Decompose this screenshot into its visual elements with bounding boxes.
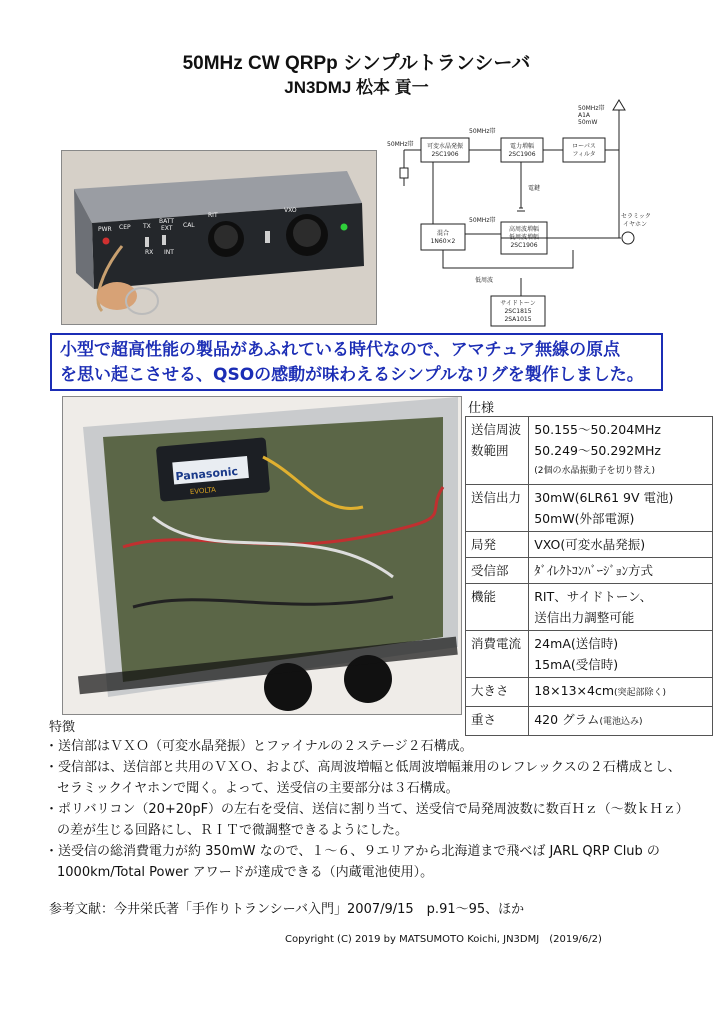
rxamp-block-label-3: 2SC1906 xyxy=(510,242,538,249)
osc-freq-label: 50MHz帯 xyxy=(387,141,414,148)
banner-line-2: を思い起こさせる、QSOの感動が味わえるシンプルなリグを製作しました。 xyxy=(60,365,644,385)
spec-row-output xyxy=(466,485,713,532)
spec-value: 50.155～50.204MHz xyxy=(534,422,661,437)
spec-note: (2個の水晶振動子を切り替え) xyxy=(534,466,655,476)
label-rit: RIT xyxy=(208,212,218,219)
spec-key: 送信出力 xyxy=(471,490,522,505)
reference-text: 参考文献：今井栄氏著「手作りトランシーバ入門」2007/9/15 p.91～95、ほか xyxy=(49,902,525,917)
spec-row-receiver xyxy=(466,558,713,584)
spec-key: 消費電流 xyxy=(471,636,522,651)
antenna-icon xyxy=(613,100,625,154)
spec-row-frequency xyxy=(466,417,713,485)
spec-key: 送信周波 xyxy=(471,422,522,437)
sidetone-block-label-3: 2SA1015 xyxy=(504,316,532,323)
earphone-icon xyxy=(622,232,634,244)
label-pwr: PWR xyxy=(98,226,112,233)
mixer-block-label-1: 混合 xyxy=(436,230,450,237)
rxamp-block-label-2: 低周波増幅 xyxy=(508,234,540,241)
inside-photo-drawing xyxy=(63,397,461,714)
features-heading: 特徴 xyxy=(49,720,76,735)
label-cep: CEP xyxy=(119,224,131,231)
sidetone-block-label-2: 2SC1815 xyxy=(504,308,532,315)
spec-heading: 仕様 xyxy=(468,401,495,416)
earphone-label-2: イヤホン xyxy=(623,221,648,228)
transceiver-inside-photo xyxy=(62,396,462,715)
battery-brand: Panasonic xyxy=(174,464,239,484)
earphone-label-1: セラミック xyxy=(621,213,651,220)
list-item: ・受信部は、送信部と共用のＶＸＯ、および、高周波増幅と低周波増幅兼用のレフレックスの２石構成とし、セラミックイヤホンで聞く。よって、送受信の主要部分は３石構成。 xyxy=(45,760,681,796)
spec-note: (突起部除く) xyxy=(614,688,667,698)
key-label: 電鍵 xyxy=(528,185,541,192)
spec-value: 50.249～50.292MHz xyxy=(534,443,661,458)
label-vxo: VXO xyxy=(284,207,297,214)
author-line: JN3DMJ 松本 貢一 xyxy=(284,78,429,97)
label-int: INT xyxy=(164,249,174,256)
rx-freq-label: 50MHz帯 xyxy=(469,217,496,224)
transceiver-front-photo xyxy=(61,150,377,325)
amp-block-label-2: 2SC1906 xyxy=(508,151,536,158)
spec-table xyxy=(465,416,713,736)
antenna-label-3: 50mW xyxy=(578,119,598,126)
label-tx: TX xyxy=(143,223,151,230)
spec-key: 受信部 xyxy=(471,563,509,578)
spec-row-size xyxy=(466,678,713,707)
spec-value: 15mA(受信時) xyxy=(534,657,619,672)
spec-key: 局発 xyxy=(471,537,497,552)
spec-note: (電池込み) xyxy=(599,717,643,727)
spec-key: 重さ xyxy=(471,712,497,727)
spec-key: 大きさ xyxy=(471,683,509,698)
page-title: 50MHz CW QRPp シンプルトランシーバ xyxy=(182,53,531,74)
front-photo-drawing xyxy=(62,151,376,324)
spec-value: 30mW(6LR61 9V 電池) xyxy=(534,490,674,505)
spec-key: 機能 xyxy=(471,589,497,604)
spec-row-lo xyxy=(466,532,713,558)
block-diagram xyxy=(373,98,673,328)
spec-value: 送信出力調整可能 xyxy=(534,610,635,625)
spec-value: RIT、サイドトーン、 xyxy=(534,589,653,604)
label-rx: RX xyxy=(145,249,154,256)
label-ext: EXT xyxy=(161,225,173,232)
list-item: ・送受信の総消費電力が約 350mW なので、１～６、９エリアから北海道まで飛べば JARL QRP Club の 1000km/Total Power アワードが達成できる（内蔵電池使用）。 xyxy=(45,844,660,880)
sidetone-block-label-1: サイドトーン xyxy=(500,300,536,307)
antenna-label-1: 50MHz帯 xyxy=(578,105,605,112)
label-cal: CAL xyxy=(183,222,195,229)
rxamp-block-label-1: 高周波増幅 xyxy=(508,226,540,233)
copyright-text: Copyright (C) 2019 by MATSUMOTO Koichi, JN3DMJ (2019/6/2) xyxy=(285,934,602,945)
lpf-block-label-1: ローパス xyxy=(572,143,596,150)
osc-block-label-1: 可変水晶発振 xyxy=(426,143,464,150)
banner-line-1: 小型で超高性能の製品があふれている時代なので、アマチュア無線の原点 xyxy=(60,340,621,360)
rit-knob xyxy=(208,221,244,257)
spec-row-weight xyxy=(466,707,713,736)
list-item: ・送信部はＶＸＯ（可変水晶発振）とファイナルの２ステージ２石構成。 xyxy=(45,739,473,754)
antenna-label-2: A1A xyxy=(578,112,591,119)
spec-value: 50mW(外部電源) xyxy=(534,511,635,526)
intro-banner xyxy=(50,333,663,391)
af-label: 低周波 xyxy=(475,277,494,284)
spec-value: VXO(可変水晶発振) xyxy=(534,537,646,552)
spec-row-features xyxy=(466,584,713,631)
features-list xyxy=(45,736,685,883)
spec-value: ﾀﾞｲﾚｸﾄｺﾝﾊﾞｰｼﾞｮﾝ方式 xyxy=(534,563,653,578)
osc-block-label-2: 2SC1906 xyxy=(431,151,459,158)
spec-value: 24mA(送信時) xyxy=(534,636,619,651)
vxo-knob xyxy=(286,214,328,256)
crystal-icon xyxy=(400,168,408,178)
mid-freq-label: 50MHz帯 xyxy=(469,128,496,135)
battery-series: EVOLTA xyxy=(189,485,217,497)
spec-value: 18×13×4cm xyxy=(534,683,614,698)
list-item: ・ポリバリコン（20+20pF）の左右を受信、送信に割り当て、送受信で局発周波数に数百Ｈｚ（～数ｋＨｚ）の差が生じる回路にし、ＲＩＴで微調整できるようにした。 xyxy=(45,802,683,838)
amp-block-label-1: 電力増幅 xyxy=(509,143,535,150)
spec-key: 数範囲 xyxy=(471,443,509,458)
label-batt: BATT xyxy=(159,218,174,225)
lpf-block-label-2: フィルタ xyxy=(572,151,596,158)
mixer-block-label-2: 1N60×2 xyxy=(430,238,456,245)
spec-row-current xyxy=(466,631,713,678)
spec-value: 420 グラム xyxy=(534,712,600,727)
